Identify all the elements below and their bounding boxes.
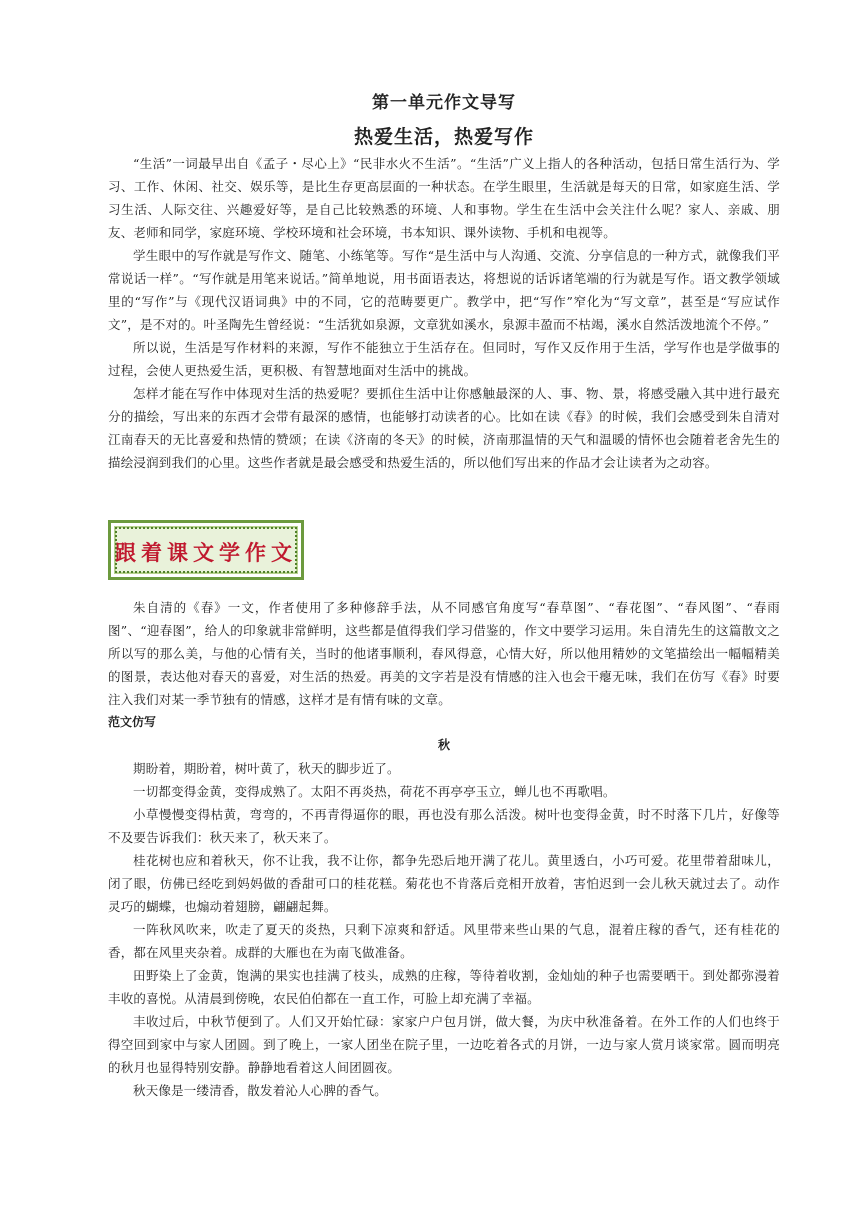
essay-title: 秋 [437,738,450,752]
intro-paragraph-3: 所以说，生活是写作材料的来源，写作不能独立于生活存在。但同时，写作又反作用于生活，学写作也是学做事的过程，会使人更热爱生活，更积极、有智慧地面对生活中的挑战。 [108,340,780,378]
essay-paragraph-2: 一切都变得金黄，变得成熟了。太阳不再炎热，荷花不再亭亭玉立，蝉儿也不再歌唱。 [133,784,616,799]
essay-paragraph-1: 期盼着，期盼着，树叶黄了，秋天的脚步近了。 [133,761,400,776]
lesson-paragraph: 朱自清的《春》一文，作者使用了多种修辞手法，从不同感官角度写“春草图”、“春花图”、“春风图”、“春雨图”、“迎春图”，给人的印象就非常鲜明，这些都是值得我们学习借鉴的，作文中要学习运用。朱自清先生的这篇散文之所以写的那么美，与他的心情有关，当时的他诸事顺利，春风得意，心情大好，所以他用精妙的文笔描绘出一幅幅精美的图景，表达他对春天的喜爱，对生活的热爱。再美的文字若是没有情感的注入也会干瘪无味，我们在仿写《春》时要注入我们对某一季节独有的情感，这样才是有情有味的文章。 [108,600,780,707]
essay-paragraph-6: 田野染上了金黄，饱满的果实也挂满了枝头，成熟的庄稼，等待着收割，金灿灿的种子也需要晒干。到处都弥漫着丰收的喜悦。从清晨到傍晚，农民伯伯都在一直工作，可脸上却充满了幸福。 [108,968,780,1006]
intro-section [108,152,780,474]
banner-text: 跟着课文学作文 [115,540,297,565]
lesson-section [108,596,780,1102]
intro-paragraph-4: 怎样才能在写作中体现对生活的热爱呢？要抓住生活中让你感触最深的人、事、物、景，将感受融入其中进行最充分的描绘，写出来的东西才会带有最深的感情，也能够打动读者的心。比如在读《春》的时候，我们会感受到朱自清对江南春天的无比喜爱和热情的赞颂；在读《济南的冬天》的时候，济南那温情的天气和温暖的情怀也会随着老舍先生的描绘浸润到我们的心里。这些作者就是最会感受和热爱生活的，所以他们写出来的作品才会让读者为之动容。 [108,386,780,470]
sample-label: 范文仿写 [108,715,157,729]
main-title: 热爱生活，热爱写作 [353,126,534,148]
unit-title: 第一单元作文导写 [372,93,516,113]
intro-paragraph-1: “生活”一词最早出自《孟子・尽心上》“民非水火不生活”。“生活”广义上指人的各种活动，包括日常生活行为、学习、工作、休闲、社交、娱乐等，是比生存更高层面的一种状态。在学生眼里，生活就是每天的日常，如家庭生活、学习生活、人际交往、兴趣爱好等，是自己比较熟悉的环境、人和事物。学生在生活中会关注什么呢？家人、亲戚、朋友、老师和同学，家庭环境、学校环境和社会环境，书本知识、课外读物、手机和电视等。 [108,156,780,240]
essay-paragraph-5: 一阵秋风吹来，吹走了夏天的炎热，只剩下凉爽和舒适。风里带来些山果的气息，混着庄稼的香气，还有桂花的香，都在风里夹杂着。成群的大雁也在为南飞做准备。 [108,922,780,960]
essay-paragraph-3: 小草慢慢变得枯黄，弯弯的，不再青得逼你的眼，再也没有那么活泼。树叶也变得金黄，时不时落下几片，好像等不及要告诉我们：秋天来了，秋天来了。 [108,807,780,845]
essay-paragraph-7: 丰收过后，中秋节便到了。人们又开始忙碌：家家户户包月饼，做大餐，为庆中秋准备着。在外工作的人们也终于得空回到家中与家人团圆。到了晚上，一家人团坐在院子里，一边吃着各式的月饼，一边与家人赏月谈家常。圆而明亮的秋月也显得特别安静。静静地看着这人间团圆夜。 [108,1014,780,1075]
essay-paragraph-4: 桂花树也应和着秋天，你不让我，我不让你，都争先恐后地开满了花儿。黄里透白，小巧可爱。花里带着甜味儿，闭了眼，仿佛已经吃到妈妈做的香甜可口的桂花糕。菊花也不肯落后竞相开放着，害怕迟到一会儿秋天就过去了。动作灵巧的蝴蝶，也煽动着翅膀，翩翩起舞。 [108,853,780,914]
essay-paragraph-8: 秋天像是一缕清香，散发着沁人心脾的香气。 [133,1083,388,1098]
intro-paragraph-2: 学生眼中的写作就是写作文、随笔、小练笔等。写作“是生活中与人沟通、交流、分享信息的一种方式，就像我们平常说话一样”。“写作就是用笔来说话。”简单地说，用书面语表达，将想说的话诉诸笔端的行为就是写作。语文教学领域里的“写作”与《现代汉语词典》中的不同，它的范畴要更广。教学中，把“写作”窄化为“写文章”，甚至是“写应试作文”，是不对的。叶圣陶先生曾经说：“生活犹如泉源，文章犹如溪水，泉源丰盈而不枯竭，溪水自然活泼地流个不停。” [108,248,780,332]
section-banner [108,520,304,580]
